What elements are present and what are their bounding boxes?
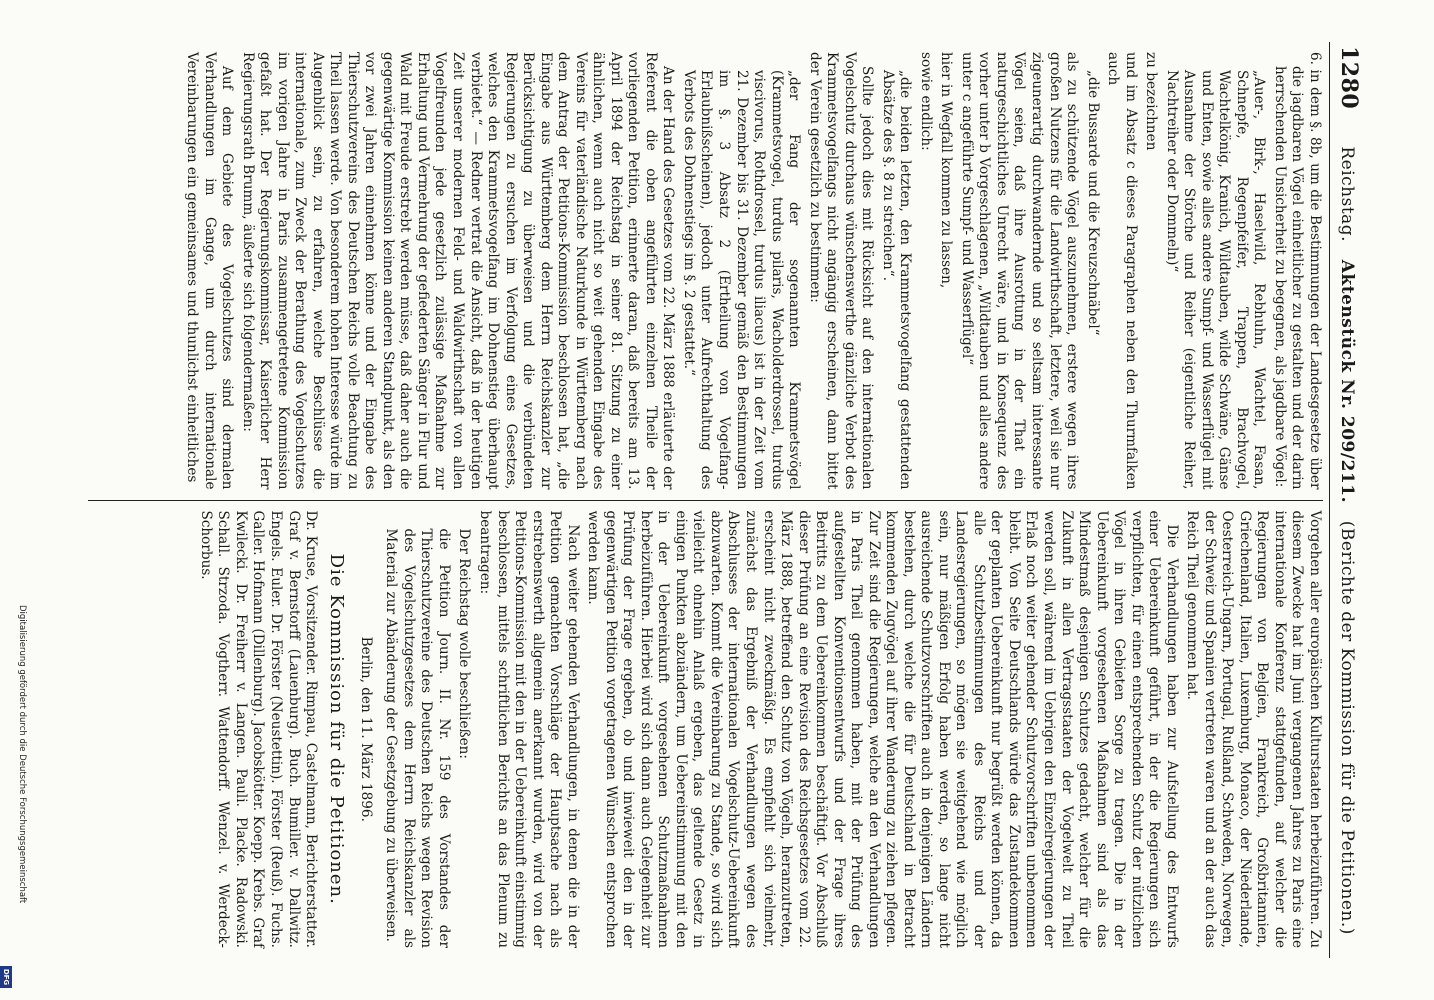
page-number: 1280 — [1336, 46, 1362, 110]
header-title — [1337, 127, 1357, 954]
dfg-logo — [0, 966, 12, 988]
paragraph: Sollte jedoch dies mit Rücksicht auf den internationalen Vogelschutz durchaus wünschenswerthe gänzliche Verbot des Krammetsvogelfangs nicht angängig erscheinen, dann bittet der Verein gesetzlich zu bestimmen: — [806, 52, 876, 490]
resolution-text: die Petition Journ. II. Nr. 159 des Vorstandes der Thierschutzvereine des Deutschen Reichs wegen Revision des Vogelschutzgesetzes dem Herrn Reichskanzler als Material zur Abänderung der Gesetzgebung zu überweisen. — [383, 528, 452, 948]
paragraph: 6. in dem §. 8b, um die Bestimmungen der Landesgesetze über die jagdbaren Vögel einheitlicher zu gestalten und der darin herrschenden Unsicherheit zu begegnen, als jagdbare Vögel: — [1271, 52, 1323, 490]
date-line: Berlin, den 11. März 1896. — [357, 636, 374, 822]
header-section: Reichstag. — [1337, 146, 1357, 243]
digitization-credit — [8, 605, 27, 985]
text-columns — [88, 42, 1323, 958]
paragraph: An der Hand des Gesetzes vom 22. März 1888 erläuterte der Referent die oben angeführten einzelnen Theile der vorliegenden Petition, erinnerte daran, daß bereits am 13. April 1894 der Reichstag in seiner 81. Sitzung zu einer ähnlichen, wenn auch nicht so weit gehenden Eingabe des Vereins für vaterländische Naturkunde in Württemberg nach dem Antrag der Petitions-Kommission beschlossen hat, „die Eingabe aus Württemberg dem Herrn Reichskanzler zur Berücksichtigung zu überweisen und die verbündeten Regierungen zu ersuchen im Verfolgung eines Gesetzes, welches den Krammetsvogelfang im Dohnenstieg überhaupt verbietet.“ — Redner vertrat die Ansicht, daß in der heutigen Zeit unserer modernen Feld- und Waldwirthschaft von allen Vogelfreunden jede gesetzlich zulässige Maßnahme zur Erhaltung und Vermehrung der gefiederten Sänger in Flur und Wald mit Freude erstrebt werden müsse, daß daher auch die gegenwärtige Kommission keinen anderen Standpunkt, als den vor zwei Jahren einnehmen könne und der Eingabe des Thierschutzvereins des Deutschen Reichs volle Beachtung zu Theil lassen werde. Von besonderem hohen Interesse würde im Augenblick sein, zu erfahren, welche Beschlüsse die internationale, zum Zweck der Berathung des Vogelschutzes im vorigen Jahre in Paris zusammengetretene Kommission gefaßt hat. Der Regierungskommissar, Kaiserlicher Herr Regierungsrath Brumm, äußerte sich folgendermaßen: — [239, 52, 677, 490]
dfg-logo-text: DFG — [2, 968, 10, 986]
paragraph: Auf dem Gebiete des Vogelschutzes sind dermalen Verhandlungen im Gange, um durch internationale Vereinbarungen ein gemeinsames und thunlichst einheitliches — [184, 52, 236, 490]
paragraph: hier in Wegfall kommen zu lassen, — [938, 52, 955, 289]
quote: „der Fang der sogenannten Krammetsvögel (Krammetsvogel, turdus pilaris, Wacholderdrossel, turdus viscivorus, Rothdrossel, turdus iliacus) ist in der Zeit vom 21. Dezember bis 31. Dezember gemäß den Bestimmungen im §. 3 Absatz 2 (Ertheilung von Vogelfang-Erlaubnißscheinen), jedoch unter Aufrechthaltung des Verbots des Dohnenstiegs im §. 2 gestattet.“ — [680, 70, 803, 490]
paragraph: als zu schützende Vögel auszunehmen, erstere wegen ihres großen Nutzens für die Landwirthschaft, letztere, weil sie nur zigeunerartig durchwandernde und so seltsam interessante Vögel seien, daß ihre Ausrottung in der That ein naturgeschichtliches Unrecht wäre, und in Konsequenz des vorher unter b Vorgeschlagenen, „Wildtauben und alles andere unter c angeführte Sumpf- und Wasserflügel“ — [958, 52, 1081, 490]
header-subject: (Berichte der Kommission für die Petitionen.) — [1337, 520, 1357, 935]
paragraph: sowie endlich: — [917, 52, 934, 151]
commission-heading: Die Kommission für die Petitionen. — [326, 553, 348, 905]
commission-members: Dr. Kruse, Vorsitzender. Rimpau, Castelmann, Berichterstatter. Graf v. Bernstorff (Lauenburg). Buch. Bumiller. v. Dallwitz. Engels. Euler. Dr. Förster (Neustettin). Förster (Reuß). Fuchs. Galler. Hofmann (Dillenburg). Jacobskötter. Koepp. Krebs. Graf Kwilecki. Dr. Freiherr v. Langen. Pauli. Placke. Radowski. Schall. Strzoda. Vogtherr. Wattendorff. Wenzel. v. Werdeck-Schorbus. — [197, 510, 320, 948]
right-column — [88, 500, 1323, 959]
resolution-intro: Der Reichstag wolle beschließen: — [456, 528, 473, 759]
paragraph: zu bezeichnen — [1143, 52, 1160, 151]
header-document: Aktenstück Nr. 209/211. — [1337, 259, 1357, 503]
credit-text: Digitalisierung gefördert durch die Deutsche Forschungsgemeinschaft — [17, 605, 27, 904]
paragraph: Vorgehen aller europäischen Kulturstaaten herbeizuführen. Zu diesem Zwecke hat im Juni vergangenen Jahres zu Paris eine internationale Konferenz stattgefunden, auf welcher die Regierungen von Belgien, Frankreich, Großbritannien, Griechenland, Italien, Luxemburg, Monaco, der Niederlande, Oesterreich-Ungarn, Portugal, Rußland, Schweden, Norwegen, der Schweiz und Spanien vertreten waren und an der auch das Reich Theil genommen hat. — [1184, 510, 1323, 948]
paragraph: und im Absatz c dieses Paragraphen neben den Thurmfalken auch — [1105, 52, 1139, 490]
page-header — [1329, 42, 1362, 958]
paragraph: Die Verhandlungen haben zur Aufstellung des Entwurfs einer Uebereinkunft geführt, in der die Regierungen sich verpflichten, für einen entsprechenden Schutz der nützlichen Vögel in ihren Gebieten Sorge zu tragen. Die in der Uebereinkunft vorgesehenen Maßnahmen sind als das Mindestmaß desjenigen Schutzes gedacht, welcher für die Zukunft in allen Vertragsstaaten der Vogelwelt zu Theil werden soll, während im Uebrigen den Einzelregierungen der Erlaß noch weiter gehender Schutzvorschriften unbenommen bleibt. Von Seite Deutschlands würde das Zustandekommen der geplanten Uebereinkunft nur begrüßt werden können, da alle Schutzbestimmungen des Reichs und der Landesregierungen, so mögen sie weitgehend wie möglich sein, nur mäßigen Erfolg haben werden, so lange nicht ausreichende Schutzvorschriften auch in denjenigen Ländern bestehen, durch welche die für Deutschland in Betracht kommenden Zugvögel auf ihrer Wanderung zu ziehen pflegen. Zur Zeit sind die Regierungen, welche an den Verhandlungen in Paris Theil genommen haben, mit der Prüfung des aufgestellten Konventionsentwurfs und der Frage ihres Beitritts zu dem Uebereinkommen beschäftigt. Vor Abschluß dieser Prüfung an eine Revision des Reichsgesetzes vom 22. März 1888, betreffend den Schutz von Vögeln, heranzutreten, erscheint nicht zweckmäßig. Es empfiehlt sich vielmehr, zunächst das Ergebniß der Verhandlungen wegen des Abschlusses der internationalen Vogelschutz-Uebereinkunft abzuwarten. Kommt die Vereinbarung zu Stande, so wird sich vielleicht ohnehin Anlaß ergeben, das geltende Gesetz in einigen Punkten abzuändern, um Uebereinstimmung mit den in der Uebereinkunft vorgesehenen Schutzmaßnahmen herbeizuführen. Hierbei wird sich dann auch Gelegenheit zur Prüfung der Frage ergeben, ob und inwieweit den in der gegenwärtigen Petition vorgetragenen Wünschen entsprochen werden kann. — [585, 510, 1180, 948]
rotated-document-page — [62, 20, 1372, 980]
quote: „Auer-, Birk-, Haselwild, Rebhuhn, Wachtel, Fasan, Schnepfe, Regenpfeifer, Trappen, Brachvogel, Wachtelkönig, Kranich, Wildtauben, wilde Schwäne, Gänse und Enten, sowie alles andere Sumpf- und Wasserflügel mit Ausnahme der Störche und Reiher (eigentliche Reiher, Nachtreiher oder Dommeln)“ — [1163, 70, 1268, 490]
quote: „die Bussarde und die Kreuzschnäbel“ — [1084, 70, 1101, 336]
left-column — [88, 42, 1323, 500]
paragraph: Nach weiter gehenden Verhandlungen, in denen die in der Petition gemachten Vorschläge der Hauptsache nach als erstrebenswerth allgemein anerkannt wurden, wird von der Petitions-Kommission mit den in der Uebereinkunft einstimmig beschlossen, mittels schriftlichen Berichts an das Plenum zu beantragen: — [477, 510, 581, 948]
quote: „die beiden letzten, den Krammetsvogelfang gestattenden Absätze des §. 8 zu streichen“. — [879, 70, 914, 490]
